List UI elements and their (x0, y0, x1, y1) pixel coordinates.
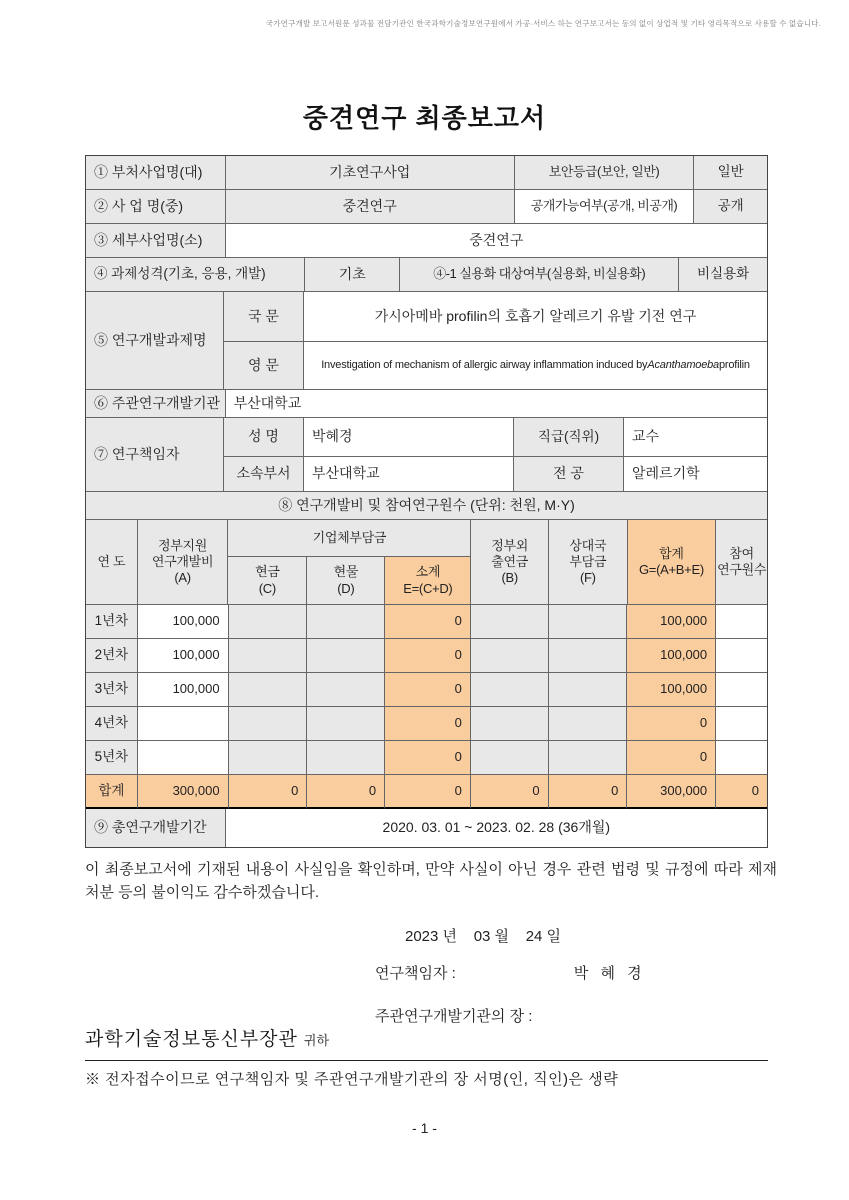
pi-position-value: 교수 (624, 418, 767, 457)
researchers-cell: 0 (716, 775, 767, 809)
col-company-group (228, 520, 471, 605)
row2-value2: 공개 (694, 190, 767, 224)
table-row (86, 390, 767, 418)
row7-label: ⑦ 연구책임자 (86, 418, 224, 492)
table-row (86, 258, 767, 292)
row2-label: ② 사 업 명(중) (86, 190, 226, 224)
cash-cell: 0 (229, 775, 308, 809)
pi-signature-name: 박 혜 경 (573, 965, 646, 982)
row4-label2: ④-1 실용화 대상여부(실용화, 비실용화) (400, 258, 679, 292)
col-year-label: 연 도 (97, 553, 126, 569)
row4-value: 기초 (305, 258, 400, 292)
cash-cell (229, 707, 308, 741)
total-cell: 300,000 (627, 775, 716, 809)
budget-section-title: ⑧ 연구개발비 및 참여연구원수 (단위: 천원, M·Y) (86, 492, 767, 520)
pi-name-label: 성 명 (224, 418, 304, 457)
partner-cell (549, 639, 628, 673)
col-total-l2: G=(A+B+E) (639, 562, 704, 577)
institution-head-signature-line: 주관연구개발기관의 장 : (375, 1008, 533, 1025)
cash-cell (229, 639, 308, 673)
inkind-cell (307, 673, 385, 707)
researchers-cell (716, 605, 767, 639)
partner-cell (549, 741, 628, 775)
col-subtotal-l1: 소계 (415, 564, 441, 580)
pi-dept-label: 소속부서 (224, 457, 304, 492)
table-row (224, 418, 767, 457)
table-row (86, 418, 767, 492)
subtotal-cell: 0 (385, 639, 471, 673)
col-total-l1: 합계 (659, 545, 684, 561)
total-cell: 100,000 (627, 605, 716, 639)
addressee-line (85, 1024, 768, 1061)
row4-value2: 비실용화 (679, 258, 767, 292)
table-row (86, 156, 767, 190)
researchers-cell (716, 639, 767, 673)
pi-signature-line (375, 962, 646, 983)
pi-major-label: 전 공 (514, 457, 624, 492)
page-title: 중견연구 최종보고서 (302, 103, 547, 133)
row4-label: ④ 과제성격(기초, 응용, 개발) (86, 258, 305, 292)
nongov-cell (471, 707, 549, 741)
researchers-cell (716, 707, 767, 741)
total-cell: 0 (627, 741, 716, 775)
pi-dept-value: 부산대학교 (304, 457, 514, 492)
row2-label2: 공개가능여부(공개, 비공개) (515, 190, 694, 224)
eng-title-prefix: Investigation of mechanism of allergic airway inflammation induced by (321, 358, 648, 371)
researchers-cell (716, 741, 767, 775)
col-researchers (716, 520, 767, 605)
table-row (86, 292, 767, 390)
partner-cell (549, 673, 628, 707)
table-row (224, 342, 767, 390)
copyright-disclaimer: 국가연구개발 보고서원문 성과물 전담기관인 한국과학기술정보연구원에서 가공·서비스 하는 연구보고서는 동의 없이 상업적 및 기타 영리목적으로 사용할 수 없습니다. (265, 19, 821, 28)
nongov-cell: 0 (471, 775, 549, 809)
budget-row-year4 (86, 707, 767, 741)
col-total (628, 520, 717, 605)
subtotal-cell: 0 (385, 605, 471, 639)
row5-kor-label: 국 문 (224, 292, 304, 342)
row5-kor-value: 가시아메바 profilin의 호흡기 알레르기 유발 기전 연구 (304, 292, 767, 342)
budget-row-year3 (86, 673, 767, 707)
col-nongov (471, 520, 549, 605)
row5-label: ⑤ 연구개발과제명 (86, 292, 224, 390)
row9-value: 2020. 03. 01 ~ 2023. 02. 28 (36개월) (382, 819, 611, 836)
row6-label: ⑥ 주관연구개발기관 (86, 390, 226, 418)
col-researchers-l2: 연구원수 (717, 562, 767, 577)
col-inkind-l1: 현물 (333, 564, 359, 580)
inkind-cell (307, 741, 385, 775)
col-gov-fund (138, 520, 229, 605)
cash-cell (229, 741, 308, 775)
row9-label: ⑨ 총연구개발기간 (86, 809, 226, 847)
year-cell: 2년차 (86, 639, 138, 673)
subtotal-cell: 0 (385, 775, 471, 809)
row2-value: 중견연구 (226, 190, 515, 224)
row3-label: ③ 세부사업명(소) (86, 224, 226, 258)
year-cell: 5년차 (86, 741, 138, 775)
year-cell: 3년차 (86, 673, 138, 707)
subtotal-cell: 0 (385, 707, 471, 741)
row1-label: ① 부처사업명(대) (86, 156, 226, 190)
table-row (228, 520, 471, 557)
table-row (228, 557, 471, 605)
researchers-cell (716, 673, 767, 707)
col-year (86, 520, 138, 605)
inkind-cell: 0 (307, 775, 385, 809)
col-partner-l2: 부담금 (569, 553, 607, 569)
inkind-cell (307, 707, 385, 741)
col-partner (549, 520, 628, 605)
col-cash (228, 557, 307, 605)
nongov-cell (471, 741, 549, 775)
page-number: - 1 - (412, 1120, 437, 1136)
row1-value2: 일반 (694, 156, 767, 190)
pi-position-label: 직급(직위) (514, 418, 624, 457)
subtotal-cell: 0 (385, 673, 471, 707)
pi-signature-label: 연구책임자 : (375, 965, 456, 982)
col-gov-l1: 정부지원 (158, 537, 208, 553)
table-row (224, 457, 767, 492)
total-cell: 100,000 (627, 639, 716, 673)
col-subtotal (385, 557, 471, 605)
row7-subgrid (224, 418, 767, 492)
row3-value: 중견연구 (226, 224, 767, 258)
partner-cell (549, 605, 628, 639)
table-row (86, 224, 767, 258)
total-cell: 100,000 (627, 673, 716, 707)
row5-subgrid (224, 292, 767, 390)
table-row (224, 292, 767, 342)
eng-title-suffix: profilin (718, 358, 750, 371)
nongov-cell (471, 639, 549, 673)
cash-cell (229, 605, 308, 639)
gov-cell: 100,000 (138, 673, 229, 707)
budget-row-total (86, 775, 767, 809)
subtotal-cell: 0 (385, 741, 471, 775)
col-nongov-l3: (B) (501, 570, 518, 586)
cash-cell (229, 673, 308, 707)
col-partner-l3: (F) (579, 570, 596, 586)
inkind-cell (307, 639, 385, 673)
eng-title-species: Acanthamoeba (647, 358, 719, 371)
col-inkind-l2: (D) (337, 580, 355, 596)
minister-name: 과학기술정보통신부장관 (85, 1029, 298, 1050)
col-inkind (307, 557, 385, 605)
year-cell: 합계 (86, 775, 138, 809)
table-row (86, 809, 767, 847)
confirmation-statement: 이 최종보고서에 기재된 내용이 사실임을 확인하며, 만약 사실이 아닌 경우 관련 법령 및 규정에 따라 제재 처분 등의 불이익도 감수하겠습니다. (85, 861, 777, 902)
col-partner-l1: 상대국 (569, 537, 607, 553)
gov-cell: 300,000 (138, 775, 229, 809)
budget-header-row (86, 520, 767, 605)
budget-row-year2 (86, 639, 767, 673)
row5-eng-label: 영 문 (224, 342, 304, 390)
nongov-cell (471, 673, 549, 707)
col-gov-l3: (A) (174, 570, 191, 586)
row1-value: 기초연구사업 (226, 156, 515, 190)
gov-cell (138, 707, 229, 741)
nongov-cell (471, 605, 549, 639)
col-cash-l1: 현금 (255, 564, 280, 580)
row1-label2: 보안등급(보안, 일반) (515, 156, 694, 190)
table-row (86, 492, 767, 520)
budget-row-year5 (86, 741, 767, 775)
inkind-cell (307, 605, 385, 639)
honorific: 귀하 (303, 1033, 330, 1048)
gov-cell: 100,000 (138, 605, 229, 639)
electronic-submission-note: ※ 전자접수이므로 연구책임자 및 주관연구개발기관의 장 서명(인, 직인)은 생략 (85, 1071, 619, 1088)
gov-cell (138, 741, 229, 775)
col-company-label: 기업체부담금 (312, 529, 387, 545)
col-company (228, 520, 471, 557)
row6-value: 부산대학교 (226, 390, 767, 418)
partner-cell: 0 (549, 775, 628, 809)
report-date: 2023 년 03 월 24 일 (405, 928, 562, 945)
col-researchers-l1: 참여 (729, 545, 754, 561)
year-cell: 1년차 (86, 605, 138, 639)
partner-cell (549, 707, 628, 741)
row5-eng-value (304, 342, 767, 390)
col-gov-l2: 연구개발비 (151, 553, 214, 569)
budget-row-year1 (86, 605, 767, 639)
gov-cell: 100,000 (138, 639, 229, 673)
col-nongov-l1: 정부외 (491, 537, 529, 553)
col-nongov-l2: 출연금 (491, 553, 529, 569)
total-cell: 0 (627, 707, 716, 741)
pi-name-value: 박혜경 (304, 418, 514, 457)
col-cash-l2: (C) (258, 580, 276, 596)
report-form-table (85, 155, 768, 848)
pi-major-value: 알레르기학 (624, 457, 767, 492)
col-subtotal-l2: E=(C+D) (403, 580, 453, 596)
table-row (86, 190, 767, 224)
year-cell: 4년차 (86, 707, 138, 741)
